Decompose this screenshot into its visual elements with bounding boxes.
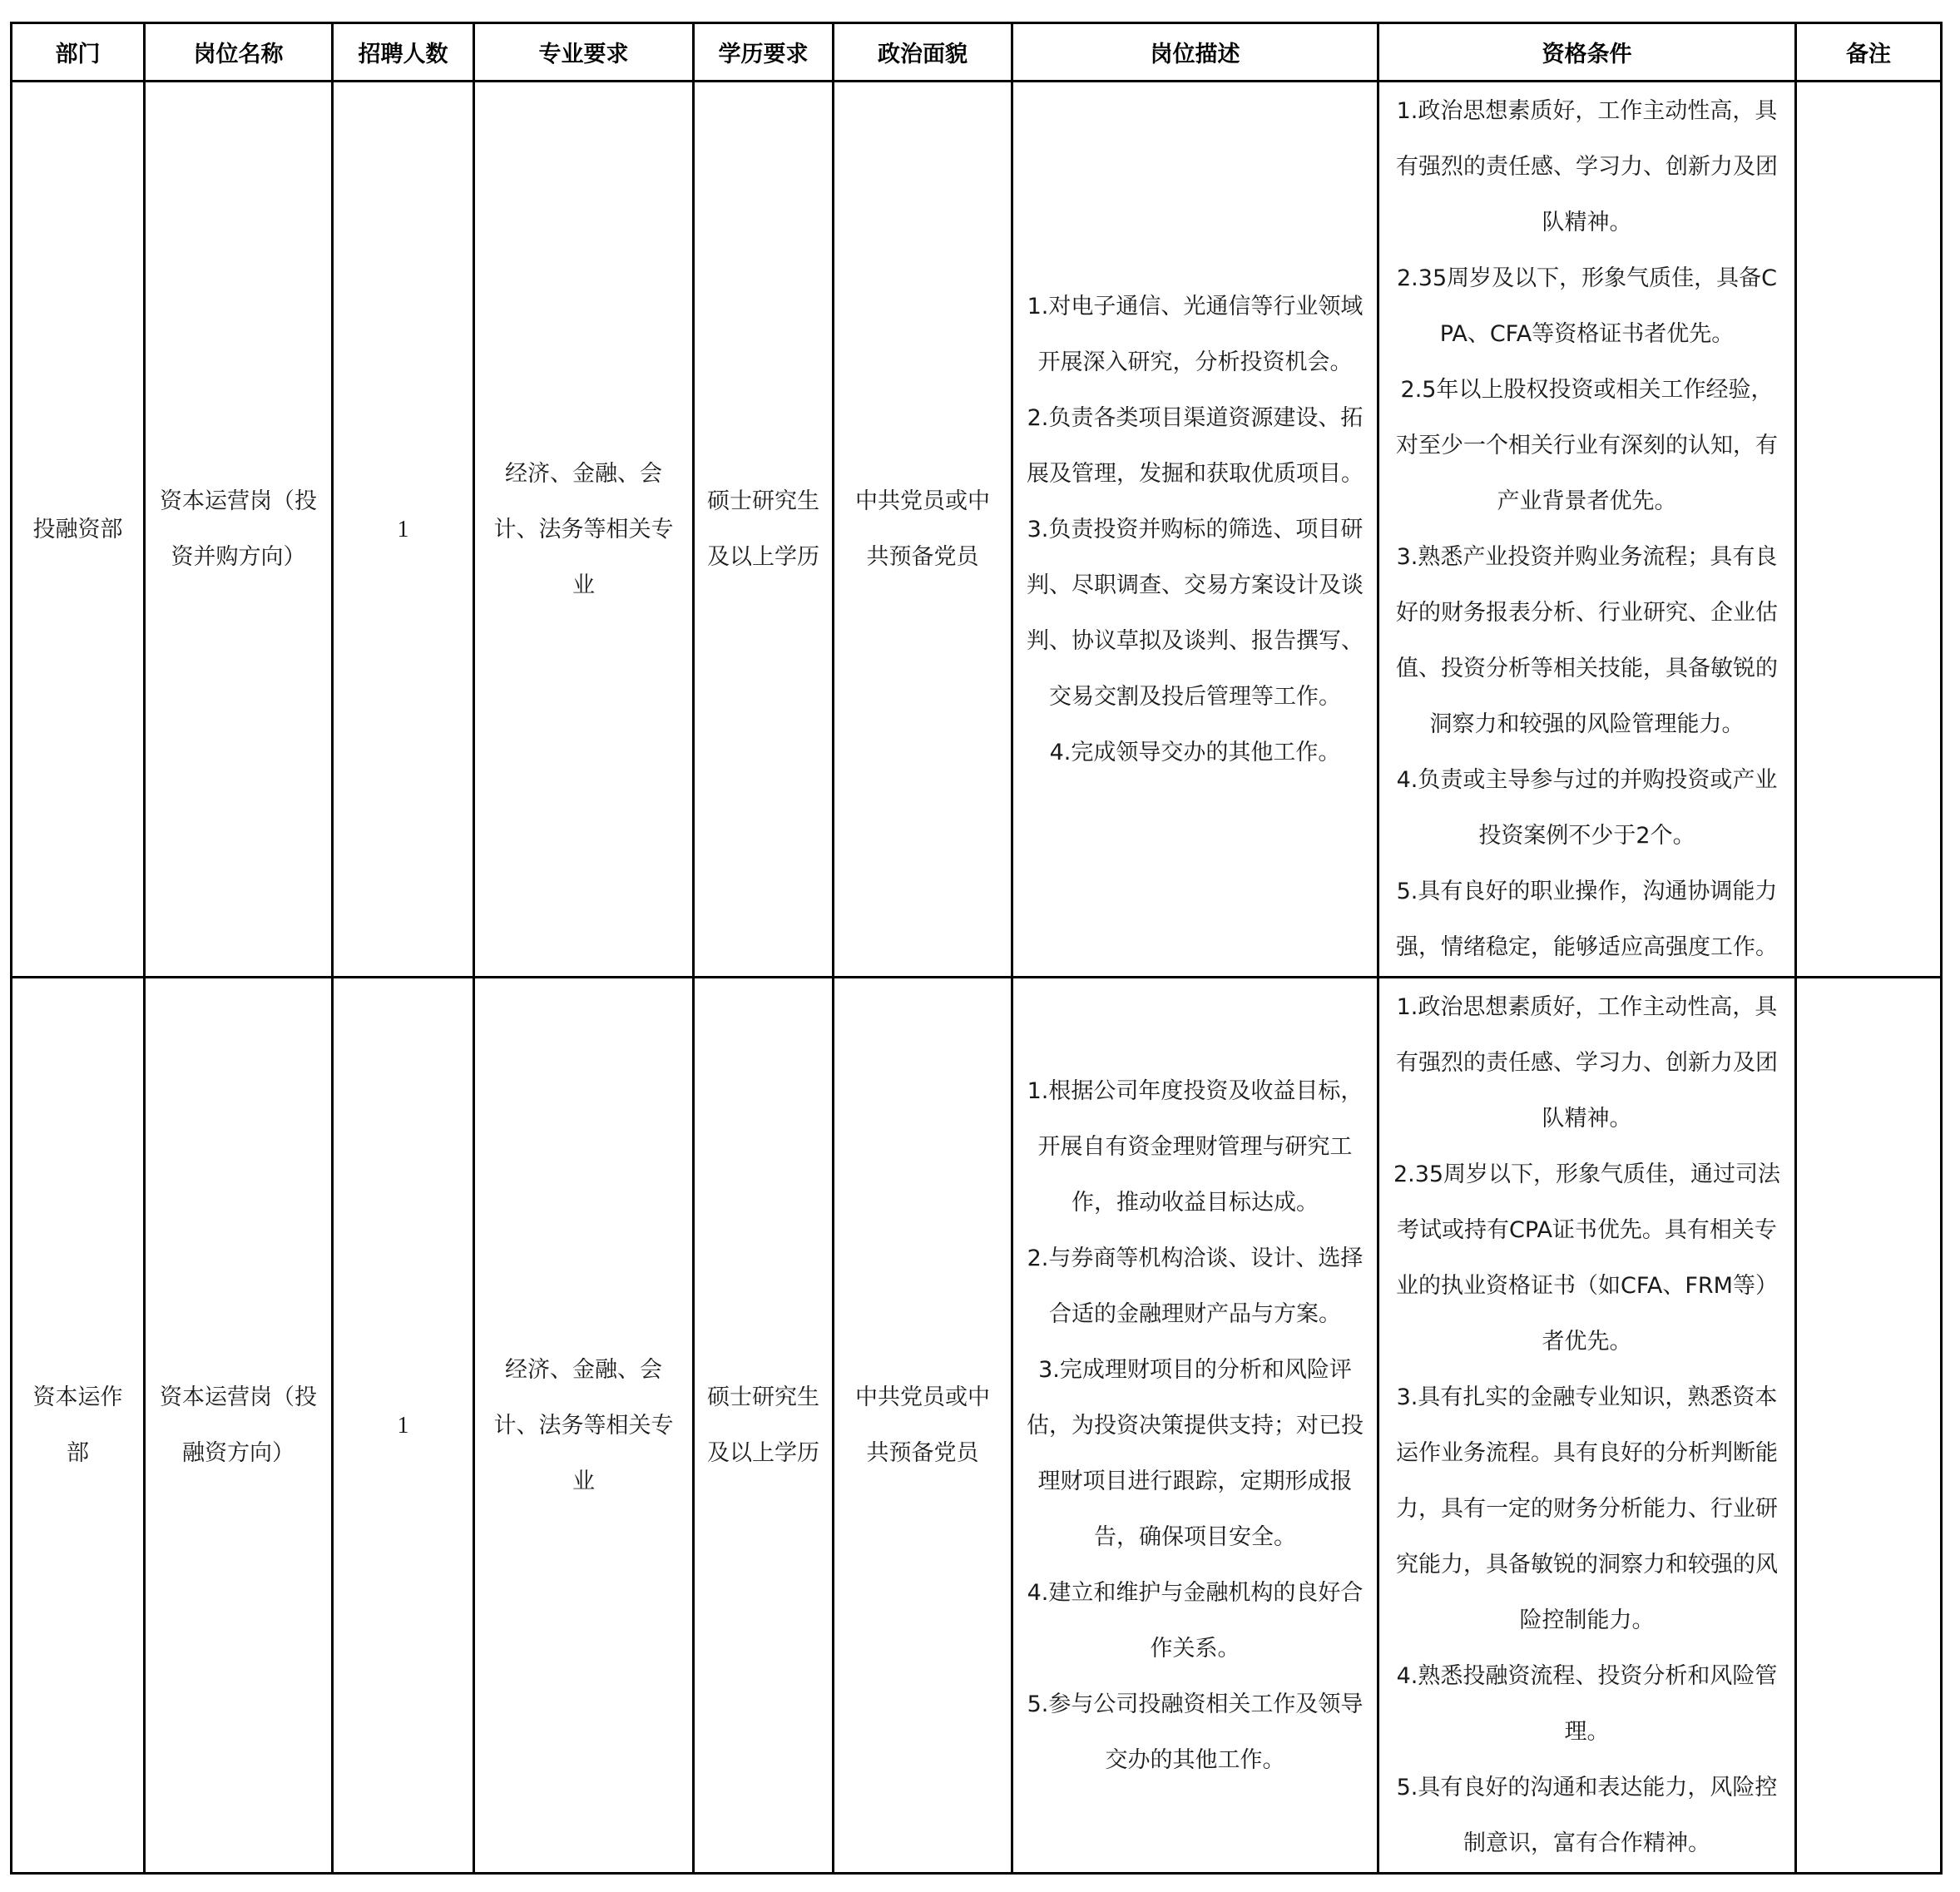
cell-remarks: [1796, 978, 1942, 1874]
header-position: 岗位名称: [145, 23, 333, 82]
description-list: [1025, 1063, 1365, 1788]
education-text: 硕士研究生及以上学历: [707, 488, 819, 570]
cell-position: [145, 978, 333, 1874]
description-item: 2.与券商等机构洽谈、设计、选择合适的金融理财产品与方案。: [1027, 1245, 1364, 1327]
cell-headcount: [333, 978, 474, 1874]
cell-major: [474, 978, 694, 1874]
cell-description: [1012, 82, 1378, 978]
cell-education: [694, 82, 834, 978]
description-list: [1025, 279, 1365, 780]
cell-description: [1012, 978, 1378, 1874]
header-headcount: 招聘人数: [333, 23, 474, 82]
description-item: 4.建立和维护与金融机构的良好合作关系。: [1027, 1579, 1364, 1662]
description-item: 2.负责各类项目渠道资源建设、拓展及管理，发掘和获取优质项目。: [1027, 404, 1364, 487]
table-row: [12, 82, 1942, 978]
header-qualifications: 资格条件: [1378, 23, 1796, 82]
table-row: [12, 978, 1942, 1874]
headcount-text: 1: [397, 1412, 409, 1439]
qualification-item: 3.具有扎实的金融专业知识，熟悉资本运作业务流程。具有良好的分析判断能力，具有一定的财务分析能力、行业研究能力，具备敏锐的洞察力和较强的风险控制能力。: [1396, 1384, 1778, 1633]
cell-department: [12, 82, 145, 978]
header-department: 部门: [12, 23, 145, 82]
description-item: 3.完成理财项目的分析和风险评估，为投资决策提供支持；对已投理财项目进行跟踪，定期形成报告，确保项目安全。: [1027, 1356, 1364, 1550]
header-major: 专业要求: [474, 23, 694, 82]
major-text: 经济、金融、会计、法务等相关专业: [493, 1356, 674, 1494]
qualification-item: 4.熟悉投融资流程、投资分析和风险管理。: [1396, 1663, 1778, 1745]
cell-political-status: [834, 978, 1012, 1874]
qualification-item: 4.负责或主导参与过的并购投资或产业投资案例不少于2个。: [1396, 767, 1778, 849]
qualification-item: 5.具有良好的沟通和表达能力，风险控制意识，富有合作精神。: [1396, 1775, 1778, 1856]
header-education: 学历要求: [694, 23, 834, 82]
cell-qualifications: [1378, 978, 1796, 1874]
cell-remarks: [1796, 82, 1942, 978]
description-item: 3.负责投资并购标的筛选、项目研判、尽职调查、交易方案设计及谈判、协议草拟及谈判、报告撰写、交易交割及投后管理等工作。: [1027, 516, 1364, 710]
cell-qualifications: [1378, 82, 1796, 978]
qualification-item: 1.政治思想素质好，工作主动性高，具有强烈的责任感、学习力、创新力及团队精神。: [1396, 994, 1778, 1132]
qualification-item: 5.具有良好的职业操作，沟通协调能力强，情绪稳定，能够适应高强度工作。: [1396, 879, 1778, 960]
major-text: 经济、金融、会计、法务等相关专业: [493, 460, 674, 598]
position-text: 资本运营岗（投融资方向）: [160, 1384, 317, 1466]
cell-position: [145, 82, 333, 978]
header-remarks: 备注: [1796, 23, 1942, 82]
description-item: 4.完成领导交办的其他工作。: [1049, 739, 1341, 765]
qualification-item: 2.35周岁以下，形象气质佳，通过司法考试或持有CPA证书优先。具有相关专业的执业资格证书（如CFA、FRM等）者优先。: [1393, 1161, 1781, 1355]
table-header-row: [12, 23, 1942, 82]
cell-political-status: [834, 82, 1012, 978]
cell-headcount: [333, 82, 474, 978]
description-item: 1.对电子通信、光通信等行业领域开展深入研究，分析投资机会。: [1027, 293, 1364, 375]
description-item: 1.根据公司年度投资及收益目标，开展自有资金理财管理与研究工作，推动收益目标达成。: [1027, 1077, 1364, 1216]
qualifications-list: [1391, 83, 1783, 975]
department-text: 投融资部: [32, 516, 123, 542]
department-text: 资本运作部: [32, 1384, 123, 1466]
qualification-item: 2.35周岁及以下，形象气质佳，具备CPA、CFA等资格证书者优先。: [1397, 265, 1777, 347]
header-political-status: 政治面貌: [834, 23, 1012, 82]
qualification-item: 1.政治思想素质好，工作主动性高，具有强烈的责任感、学习力、创新力及团队精神。: [1396, 98, 1778, 235]
recruitment-document: [10, 22, 1940, 1875]
recruitment-table: [10, 22, 1943, 1875]
political-status-text: 中共党员或中共预备党员: [855, 1384, 990, 1466]
cell-department: [12, 978, 145, 1874]
education-text: 硕士研究生及以上学历: [707, 1384, 819, 1466]
cell-major: [474, 82, 694, 978]
qualification-item: 2.5年以上股权投资或相关工作经验，对至少一个相关行业有深刻的认知，有产业背景者优先。: [1396, 377, 1778, 514]
headcount-text: 1: [397, 516, 409, 542]
political-status-text: 中共党员或中共预备党员: [855, 488, 990, 570]
qualifications-list: [1391, 979, 1783, 1871]
header-description: 岗位描述: [1012, 23, 1378, 82]
qualification-item: 3.熟悉产业投资并购业务流程；具有良好的财务报表分析、行业研究、企业估值、投资分析等相关技能，具备敏锐的洞察力和较强的风险管理能力。: [1396, 544, 1778, 737]
description-item: 5.参与公司投融资相关工作及领导交办的其他工作。: [1027, 1691, 1364, 1773]
cell-education: [694, 978, 834, 1874]
position-text: 资本运营岗（投资并购方向）: [160, 488, 317, 570]
